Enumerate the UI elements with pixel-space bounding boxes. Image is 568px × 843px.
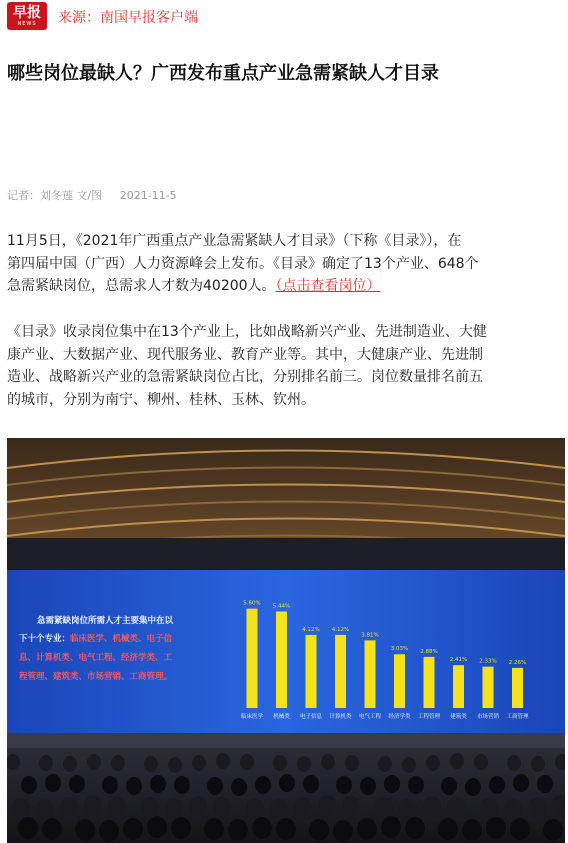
audience-head [99,820,119,842]
audience-head [60,797,78,817]
audience-head [75,819,95,841]
chart-bar [512,668,523,708]
audience-head [375,797,393,817]
audience-head [378,756,392,772]
audience-head [141,797,159,817]
audience-head [297,756,311,772]
audience-head [216,753,230,769]
audience-head [240,754,254,770]
audience-head [207,777,223,795]
screen-heading-1: 急需紧缺岗位所需人才主要集中在以 [37,616,174,626]
audience-head [228,819,248,841]
screen-heading-2a: 下十个专业： [19,634,71,644]
bar-value-label: 2.33% [479,658,497,665]
audience-head [144,756,158,772]
screen-list-line: 程管理、建筑类、市场营销、工商管理。 [19,672,173,682]
bar-value-label: 2.88% [420,648,438,655]
audience-head [357,818,377,840]
paragraph-line-text: 急需紧缺岗位，总需求人才数为40200人。 [7,278,276,294]
audience-head [279,774,295,792]
audience-head [486,817,506,839]
audience-head [321,754,335,770]
audience-head [381,816,401,838]
audience-head [168,757,182,773]
paragraph-line: 的城市，分别为南宁、柳州、桂林、玉林、钦州。 [7,391,315,408]
audience-head [36,799,54,819]
audience-head [447,797,465,817]
screen-heading-2b: 临床医学、机械类、电子信 [70,634,173,644]
bar-category-label: 工程管理 [417,714,441,720]
audience-head [510,818,530,840]
logo-text: 早报 [13,4,41,21]
bar-value-label: 2.26% [508,659,527,666]
audience-head [12,798,30,818]
audience-head [438,818,458,840]
publish-date: 2021-11-5 [119,189,177,202]
chart-bar [365,640,376,708]
audience-head [336,776,352,794]
paragraph-line: 造业、战略新兴产业的急需紧缺岗位占比，分别排名前三。岗位数量排名前五 [7,369,483,385]
bar-category-label: 电气工程 [358,714,382,720]
audience-head [507,755,521,771]
chart-bar [247,609,258,708]
audience-head [273,755,287,771]
bar-category-label: 建筑类 [450,714,467,720]
audience-head [87,754,101,770]
paragraph-line: 《目录》收录岗位集中在13个产业上，比如战略新兴产业、先进制造业、大健 [7,324,487,340]
bar-category-label: 经济学类 [388,714,411,720]
audience-head [342,796,360,816]
audience-head [384,775,400,793]
audience-head [147,816,167,838]
article-title: 哪些岗位最缺人？广西发布重点产业急需紧缺人才目录 [7,63,439,84]
paragraph-1 [7,230,562,298]
audience-head [150,775,166,793]
audience-head [189,796,207,816]
bar-value-label: 5.60% [243,600,261,607]
audience-head [405,817,425,839]
audience-head [480,798,498,818]
paragraph-2 [7,321,562,411]
audience-head [246,798,264,818]
bar-category-label: 电子信息 [299,714,323,720]
audience-head [276,818,296,840]
audience-head [309,819,329,841]
bar-value-label: 3.81% [361,632,379,639]
audience-head [39,755,53,771]
chart-bar [306,635,317,708]
view-positions-link[interactable]: （点击查看岗位） [275,278,381,294]
audience-head [111,755,125,771]
chart-bar [424,657,435,708]
audience-head [18,817,38,839]
audience-head [360,777,376,795]
audience-head [528,797,546,817]
bar-value-label: 3.03% [390,646,409,653]
newspaper-logo[interactable] [7,2,47,30]
audience-head [174,776,190,794]
audience-head [489,776,505,794]
conference-photo-drawing [7,438,565,843]
bar-value-label: 4.12% [302,626,320,633]
audience-head [441,777,457,795]
bar-value-label: 2.41% [449,657,468,664]
audience-head [537,775,553,793]
bar-category-label: 临床医学 [240,714,264,720]
audience-head [450,753,464,769]
audience-head [123,818,143,840]
bar-value-label: 5.44% [272,603,291,610]
conference-photo[interactable] [7,438,565,843]
article-meta [7,187,177,203]
screen-heading-2 [19,633,173,644]
paragraph-line: 11月5日，《2021年广西重点产业急需紧缺人才目录》（下称《目录》），在 [7,233,462,249]
audience-head [399,798,417,818]
audience-head [42,818,62,840]
audience-head [462,819,482,841]
audience-head [303,775,319,793]
audience-head [252,817,272,839]
audience-head [513,774,529,792]
audience-head [45,774,61,792]
audience-head [402,757,416,773]
audience-head [423,796,441,816]
audience-head [192,755,206,771]
screen-list-line: 息、计算机类、电气工程、经济学类、工 [19,653,173,663]
chart-bar [453,665,464,708]
audience-head [126,777,142,795]
paragraph-line [7,275,562,298]
audience-head [21,776,37,794]
audience-head [108,796,126,816]
audience-head [69,775,85,793]
audience-head [543,819,563,841]
audience-head [294,797,312,817]
audience-head [165,798,183,818]
paragraph-line: 第四届中国（广西）人力资源峰会上发布。《目录》确定了13个产业、648个 [7,255,479,272]
audience-head [102,776,118,794]
audience-head [408,776,424,794]
chart-bar [276,611,287,708]
source-label[interactable]: 来源：南国早报客户端 [58,10,198,26]
audience-head [345,755,359,771]
audience-head [84,795,102,815]
article-header [0,0,568,32]
audience-head [213,797,231,817]
chart-bar [483,667,494,708]
audience-head [465,778,481,796]
bar-category-label: 计算机类 [329,714,352,720]
author-byline: 记者：刘冬莲 文/图 [7,189,103,202]
audience-head [333,820,353,842]
bar-category-label: 机械类 [273,714,290,720]
audience-head [504,799,522,819]
bar-category-label: 市场营销 [476,714,500,720]
audience-head [531,756,545,772]
audience-head [318,795,336,815]
bar-value-label: 4.12% [331,626,350,633]
audience-head [255,776,271,794]
paragraph-line: 康产业、大数据产业、现代服务业、教育产业等。其中，大健康产业、先进制 [7,346,483,363]
logo-subtext: NEWS [17,20,37,27]
audience-head [426,755,440,771]
chart-bar [394,654,405,708]
audience-head [231,778,247,796]
audience-head [63,756,77,772]
audience-head [204,818,224,840]
bar-category-label: 工商管理 [506,714,529,720]
audience-head [270,799,288,819]
chart-bar [335,635,346,708]
audience-head [171,817,191,839]
audience-head [474,754,488,770]
